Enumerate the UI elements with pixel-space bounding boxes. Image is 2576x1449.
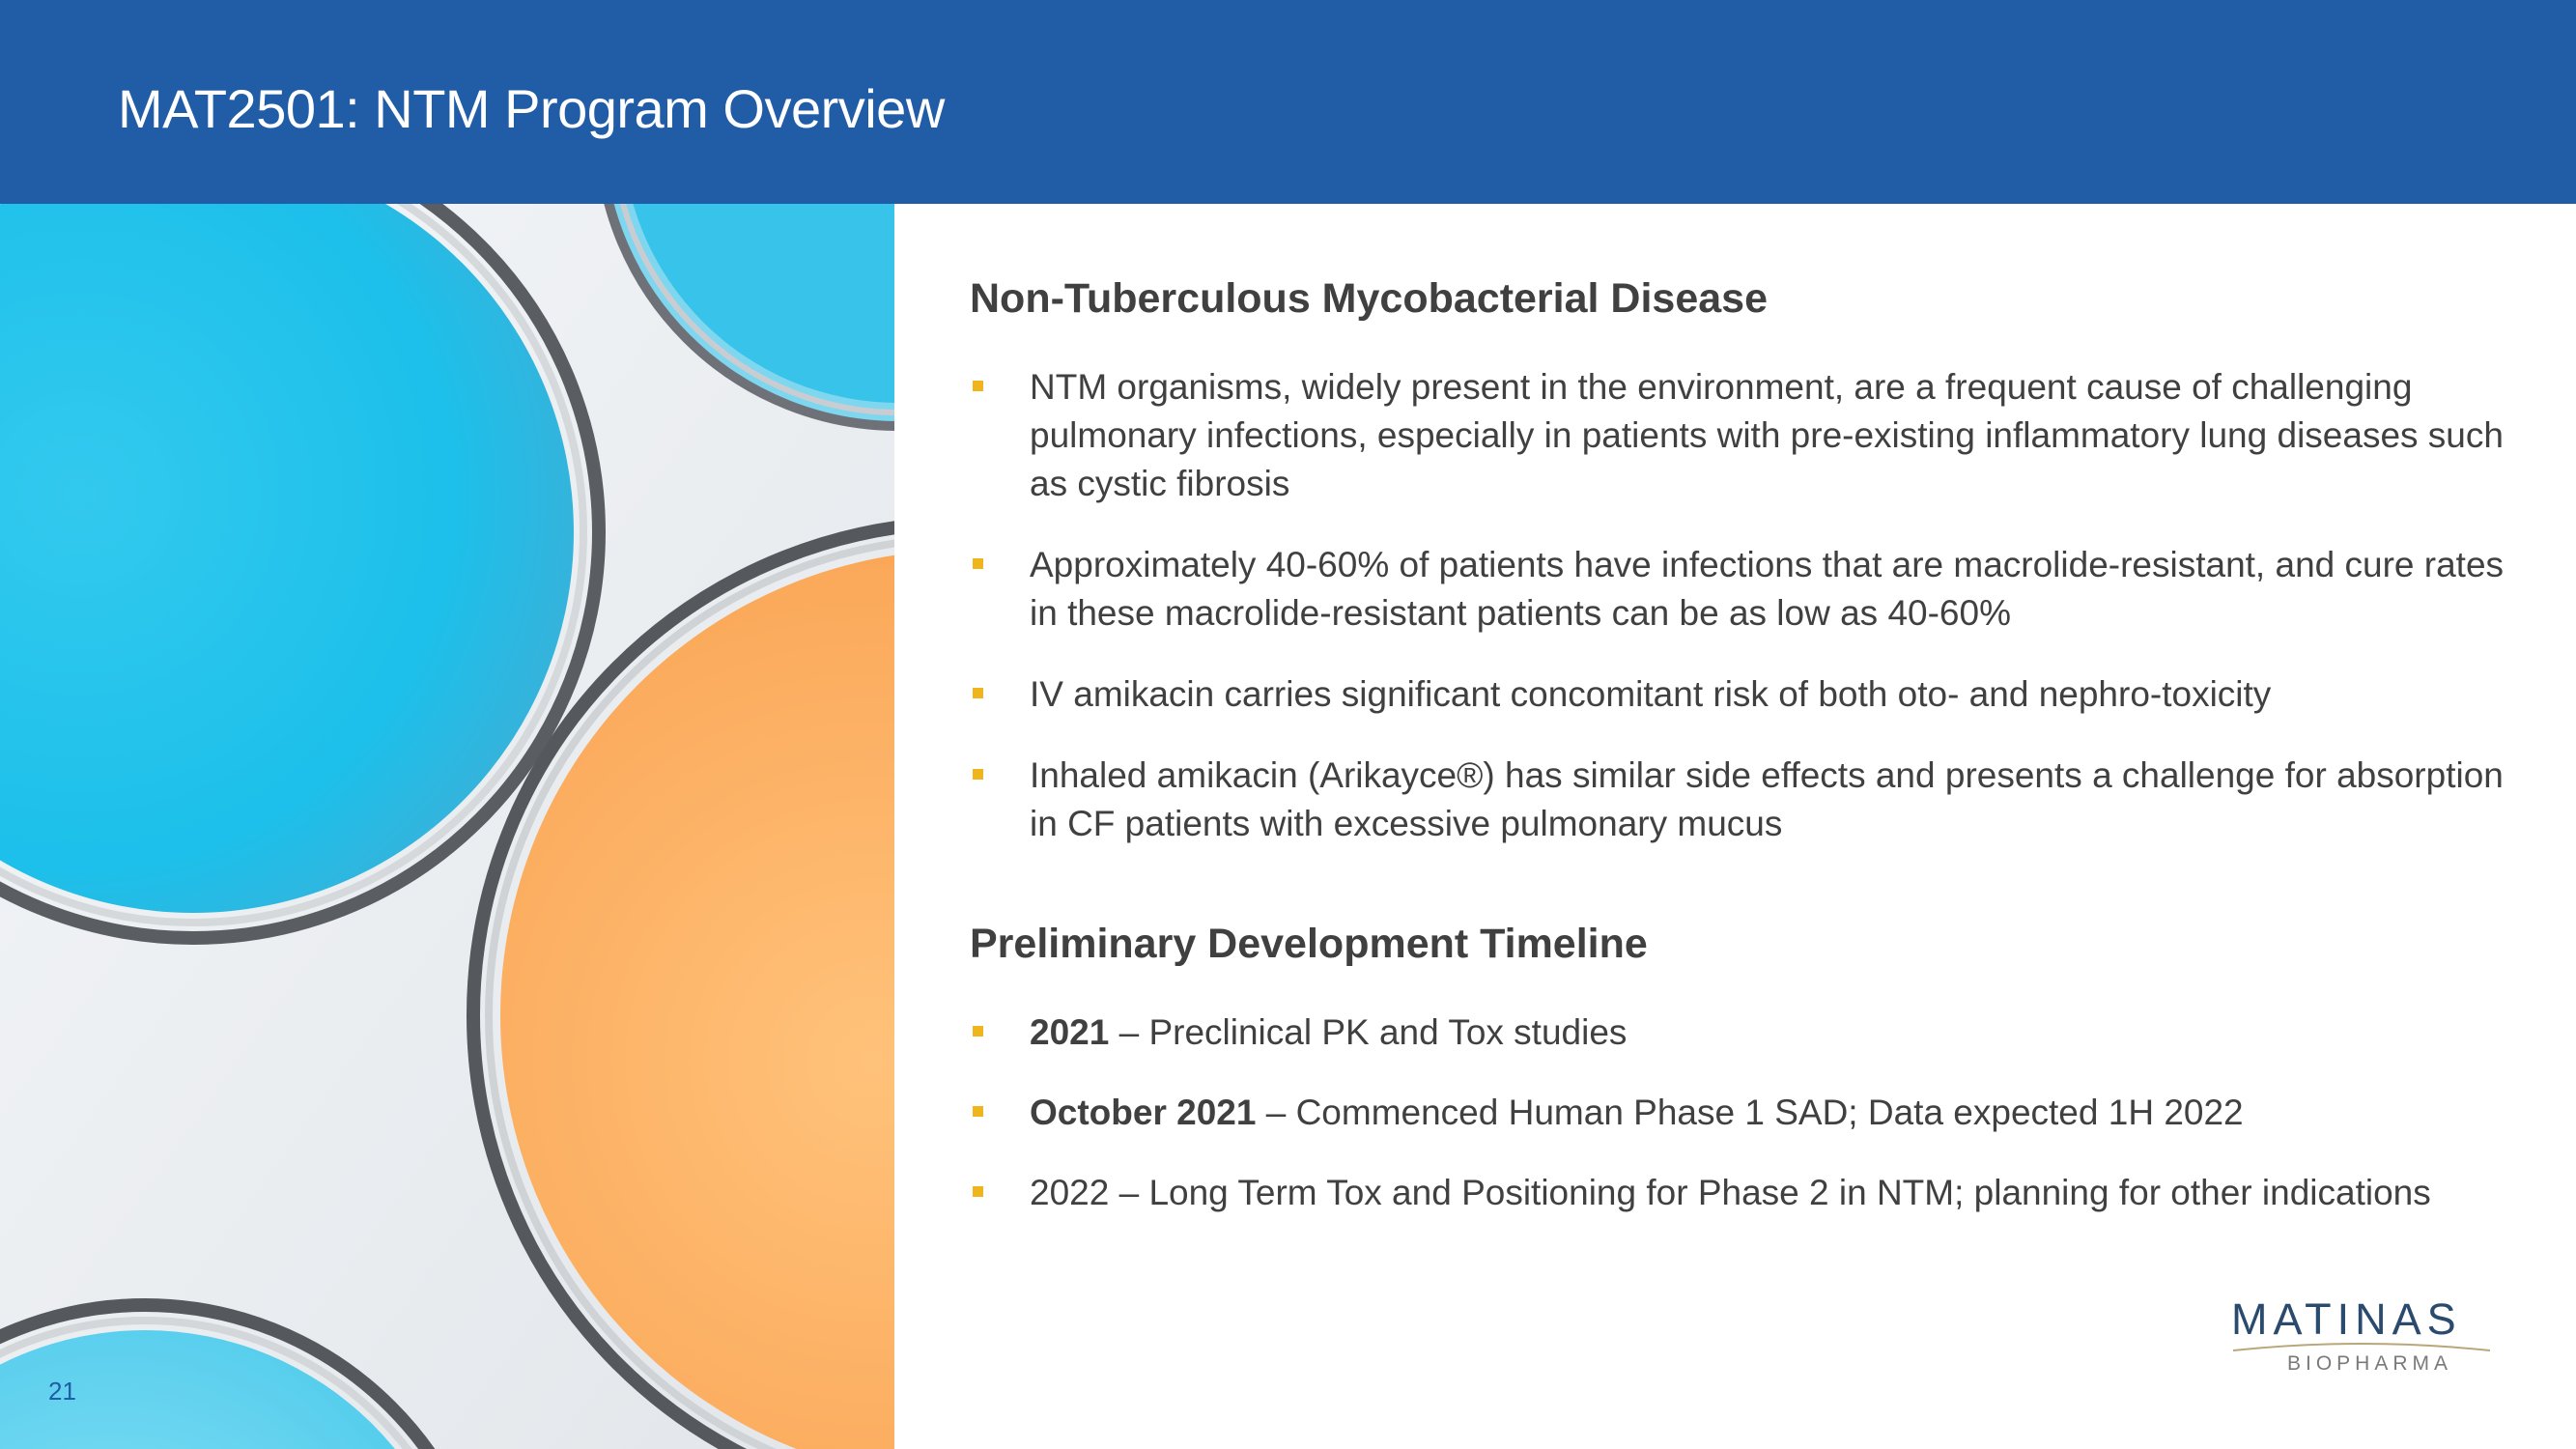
page-number: 21	[48, 1377, 76, 1406]
timeline-date: 2021	[1030, 1012, 1110, 1052]
square-bullet-icon	[973, 1106, 983, 1117]
title-bar	[0, 0, 2576, 204]
logo-subtitle: BIOPHARMA	[2287, 1352, 2453, 1375]
list-item	[970, 363, 2534, 508]
timeline-date: October 2021	[1030, 1093, 1257, 1132]
timeline-text: – Preclinical PK and Tox studies	[1109, 1012, 1628, 1052]
ntm-disease-bullets	[970, 363, 2534, 848]
slide-title: MAT2501: NTM Program Overview	[118, 78, 945, 139]
timeline-text: 2022 – Long Term Tox and Positioning for Phase 2 in NTM; planning for other indications	[1030, 1173, 2431, 1212]
timeline-text: – Commenced Human Phase 1 SAD; Data expected 1H 2022	[1256, 1093, 2244, 1132]
bullet-text: Approximately 40-60% of patients have infections that are macrolide-resistant, and cure rates in these macrolide-resistant patients can be as low as 40-60%	[1030, 545, 2505, 633]
petri-dish-image	[0, 204, 894, 1449]
list-item	[970, 670, 2534, 719]
timeline-item	[970, 1169, 2534, 1217]
list-item	[970, 752, 2534, 848]
square-bullet-icon	[973, 688, 983, 698]
timeline-item	[970, 1009, 2534, 1057]
square-bullet-icon	[973, 1026, 983, 1037]
logo-swoosh-icon	[2231, 1341, 2492, 1352]
timeline-bullets	[970, 1009, 2534, 1217]
logo-wordmark: MATINAS	[2231, 1294, 2462, 1344]
bullet-text: IV amikacin carries significant concomitant risk of both oto- and nephro-toxicity	[1030, 674, 2272, 714]
list-item	[970, 541, 2534, 638]
square-bullet-icon	[973, 558, 983, 569]
bullet-text: NTM organisms, widely present in the environment, are a frequent cause of challenging pulmonary infections, especially in patients with pre-existing inflammatory lung diseases such as cystic fibrosis	[1030, 367, 2504, 503]
section-heading-ntm-disease: Non-Tuberculous Mycobacterial Disease	[970, 275, 1768, 322]
square-bullet-icon	[973, 1186, 983, 1197]
timeline-item	[970, 1089, 2534, 1137]
matinas-logo	[2231, 1294, 2492, 1381]
bullet-text: Inhaled amikacin (Arikayce®) has similar side effects and presents a challenge for absorption in CF patients with excessive pulmonary mucus	[1030, 755, 2504, 843]
square-bullet-icon	[973, 769, 983, 780]
square-bullet-icon	[973, 381, 983, 391]
section-heading-timeline: Preliminary Development Timeline	[970, 921, 1648, 967]
